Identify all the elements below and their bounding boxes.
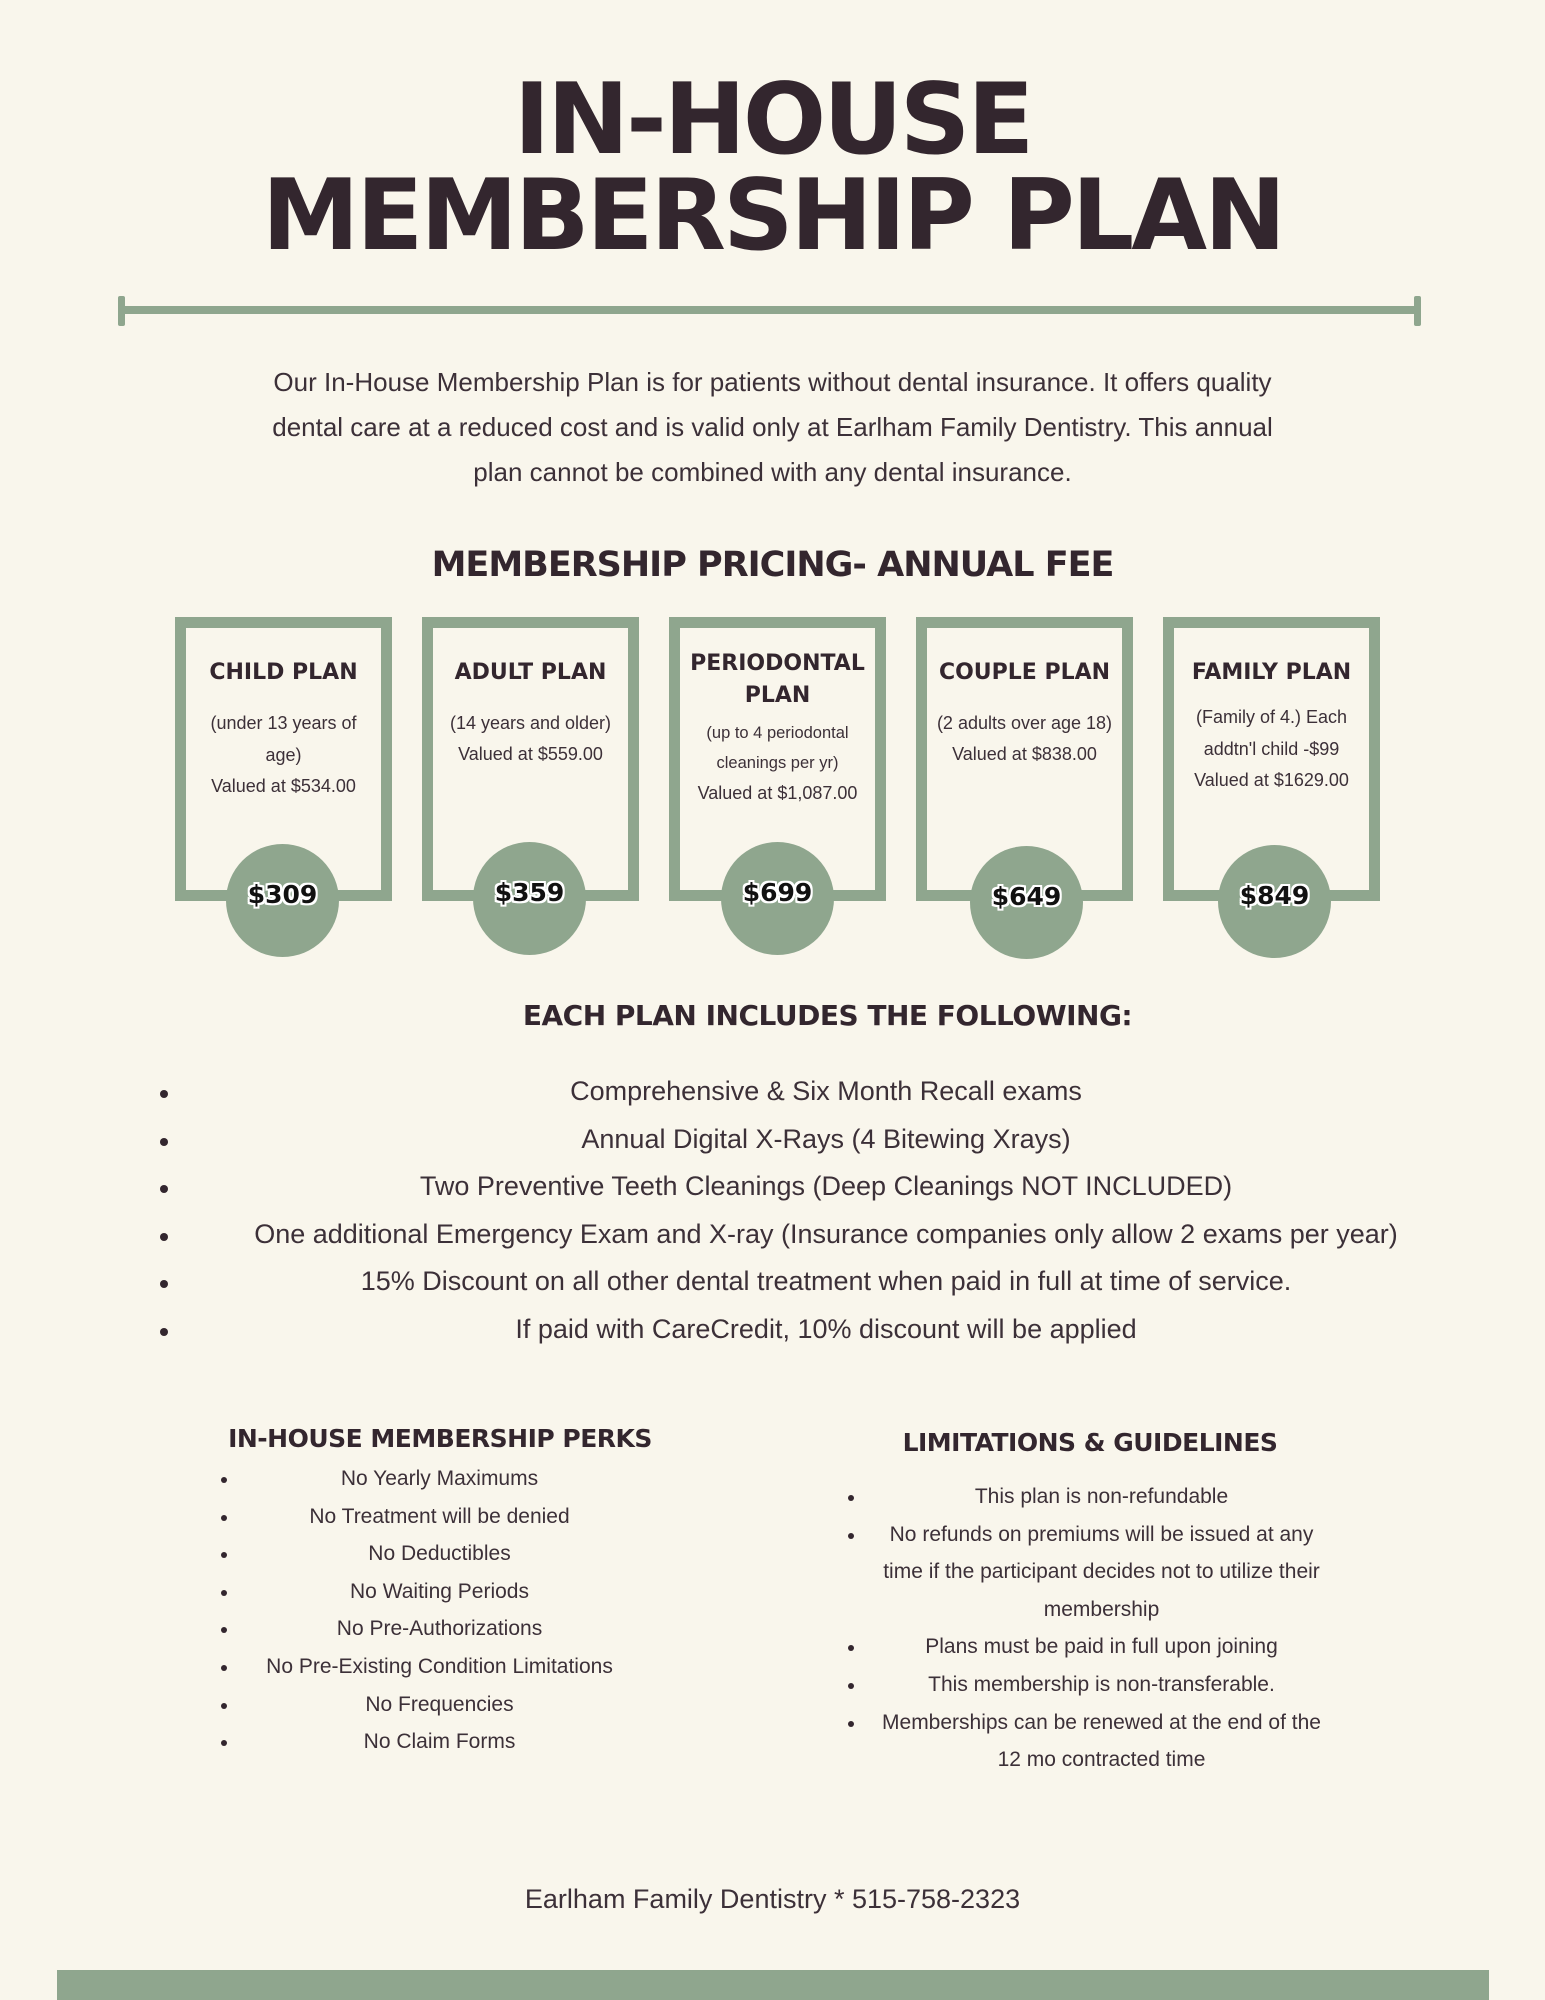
- bottom-bar: [57, 1970, 1489, 2000]
- list-item: No Pre-Existing Condition Limitations: [217, 1648, 632, 1686]
- price-badge-couple: [970, 846, 1083, 959]
- footer-contact: Earlham Family Dentistry * 515-758-2323: [524, 1884, 1021, 1914]
- list-item: No Deductibles: [217, 1535, 632, 1573]
- plan-title: ADULT PLAN: [454, 660, 607, 685]
- list-item: No Pre-Authorizations: [217, 1610, 632, 1648]
- list-item: Two Preventive Teeth Cleanings (Deep Cleanings NOT INCLUDED): [150, 1163, 1460, 1211]
- includes-list: [150, 1068, 1460, 1353]
- plan-title: CHILD PLAN: [209, 660, 358, 685]
- plan-value: Valued at $1629.00: [1194, 770, 1349, 790]
- price-label: $649: [991, 882, 1062, 911]
- list-item: Comprehensive & Six Month Recall exams: [150, 1068, 1460, 1116]
- price-badge-child: [226, 844, 339, 957]
- plan-value: Valued at $1,087.00: [697, 783, 858, 803]
- divider-rule: [119, 306, 1421, 314]
- plan-title: PERIODONTAL PLAN: [690, 651, 865, 708]
- perks-list: [217, 1460, 632, 1761]
- page-title: [0, 63, 1545, 273]
- title-line-2: MEMBERSHIP PLAN: [261, 159, 1284, 273]
- price-badge-adult: [473, 842, 586, 955]
- plan-description: (under 13 years of age): [210, 713, 357, 765]
- list-item: No Frequencies: [217, 1686, 632, 1724]
- perks-heading: IN-HOUSE MEMBERSHIP PERKS: [228, 1424, 652, 1453]
- plan-description: (2 adults over age 18): [936, 713, 1113, 733]
- plan-title: COUPLE PLAN: [938, 660, 1111, 685]
- list-item: No Treatment will be denied: [217, 1498, 632, 1536]
- list-item: No refunds on premiums will be issued at any time if the participant decides not to utilize their membership: [844, 1516, 1329, 1629]
- list-item: No Yearly Maximums: [217, 1460, 632, 1498]
- list-item: This membership is non-transferable.: [844, 1666, 1329, 1704]
- price-badge-family: [1218, 845, 1331, 958]
- list-item: Memberships can be renewed at the end of the 12 mo contracted time: [844, 1704, 1329, 1779]
- list-item: Plans must be paid in full upon joining: [844, 1628, 1329, 1666]
- divider-cap-left: [118, 296, 125, 326]
- plan-description: (Family of 4.) Each addtn'l child -$99: [1195, 707, 1348, 759]
- plan-value: Valued at $838.00: [952, 744, 1097, 764]
- title-line-1: IN-HOUSE: [513, 63, 1032, 177]
- divider-cap-right: [1414, 296, 1421, 326]
- plan-title: FAMILY PLAN: [1191, 660, 1352, 685]
- price-label: $359: [494, 878, 565, 907]
- plan-description: (14 years and older): [449, 713, 612, 733]
- plan-value: Valued at $534.00: [211, 776, 356, 796]
- list-item: This plan is non-refundable: [844, 1478, 1329, 1516]
- pricing-heading: MEMBERSHIP PRICING- ANNUAL FEE: [431, 545, 1114, 585]
- list-item: One additional Emergency Exam and X-ray (Insurance companies only allow 2 exams per year): [150, 1211, 1460, 1259]
- plan-description: (up to 4 periodontal cleanings per yr): [706, 724, 849, 772]
- includes-heading: EACH PLAN INCLUDES THE FOLLOWING:: [522, 999, 1133, 1032]
- list-item: Annual Digital X-Rays (4 Bitewing Xrays): [150, 1116, 1460, 1164]
- intro-paragraph: Our In-House Membership Plan is for patients without dental insurance. It offers quality dental care at a reduced cost and is valid only at Earlham Family Dentistry. This annual plan cannot be combined with any dental insurance.: [272, 367, 1273, 487]
- price-label: $699: [742, 878, 813, 907]
- price-label: $309: [247, 880, 318, 909]
- plan-value: Valued at $559.00: [458, 744, 603, 764]
- list-item: No Claim Forms: [217, 1723, 632, 1761]
- list-item: If paid with CareCredit, 10% discount will be applied: [150, 1306, 1460, 1354]
- price-badge-periodontal: [721, 842, 834, 955]
- list-item: No Waiting Periods: [217, 1573, 632, 1611]
- price-label: $849: [1239, 881, 1310, 910]
- list-item: 15% Discount on all other dental treatment when paid in full at time of service.: [150, 1258, 1460, 1306]
- limitations-list: [844, 1478, 1329, 1779]
- limitations-heading: LIMITATIONS & GUIDELINES: [902, 1428, 1278, 1457]
